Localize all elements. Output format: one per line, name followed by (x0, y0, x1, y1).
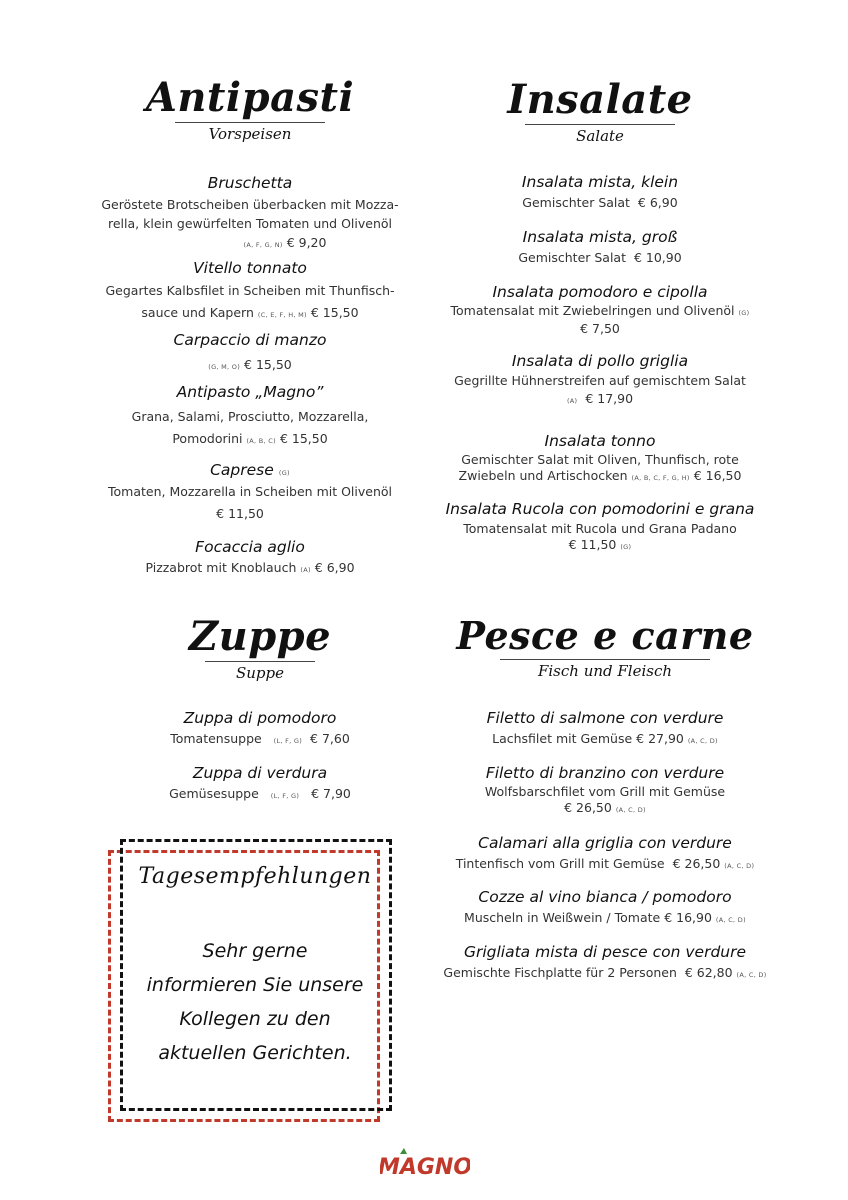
svg-text:MAGNO: MAGNO (380, 1155, 470, 1180)
dish-insalata-mista-gross: Insalata mista, groß Gemischter Salat € 10,90 (420, 228, 780, 267)
zuppe-list (130, 0, 390, 820)
dish-name: Insalata mista, klein (521, 173, 679, 191)
dish-description: Tomaten, Mozzarella in Scheiben mit Olivenöl € 11,50 (80, 481, 420, 525)
dish-description: Grana, Salami, Prosciutto, Mozzarella, Pomodorini (A, B, C) € 15,50 (131, 409, 369, 446)
allergens: (A, C, D) (687, 737, 718, 745)
magno-logo-mark (380, 1146, 470, 1180)
dish-zuppa-verdura: Zuppa di verdura Gemüsesuppe (L, F, G) € 7,90 (130, 764, 390, 806)
dish-description: Geröstete Brotscheiben überbacken mit Mozza- rella, klein gewürfelten Tomaten und Olivenöl (A, F, G, N) € 9,20 (101, 197, 399, 250)
price: € 7,90 (311, 786, 351, 801)
price: € 10,90 (633, 250, 682, 265)
allergens: (G) (738, 309, 750, 317)
specials-text: Sehr gerne informieren Sie unsere Kollegen zu den aktuellen Gerichten. (146, 940, 364, 1064)
dish-name: Insalata Rucola con pomodorini e grana (445, 500, 755, 518)
dish-grigliata-mista: Grigliata mista di pesce con verdure Gemischte Fischplatte für 2 Personen € 62,80 (A, C, D) (420, 943, 790, 985)
dish-filetto-salmone: Filetto di salmone con verdure Lachsfilet mit Gemüse € 27,90 (A, C, D) (420, 709, 790, 751)
price: € 15,50 (310, 305, 359, 320)
dish-insalata-pollo: Insalata di pollo griglia Gegrillte Hühnerstreifen auf gemischtem Salat (A) € 17,90 (420, 352, 780, 410)
dish-name: Insalata di pollo griglia (511, 352, 689, 370)
allergens: (A) (300, 566, 311, 574)
magno-logo (380, 1146, 470, 1180)
dish-name: Grigliata mista di pesce con verdure (463, 943, 747, 961)
price: € 16,90 (664, 910, 712, 925)
allergens: (A, F, G, N) (243, 241, 283, 249)
allergens: (A) (566, 397, 578, 405)
price: € 11,50 (216, 506, 264, 521)
price: € 16,50 (693, 468, 742, 483)
antipasti-subtitle: Vorspeisen (208, 125, 292, 143)
dish-name: Calamari alla griglia con verdure (478, 834, 732, 852)
specials-title: Tagesempfehlungen (138, 864, 372, 889)
allergens: (A, B, C) (246, 437, 276, 445)
allergens: (G) (620, 543, 632, 551)
allergens: (L, F, G) (270, 792, 300, 800)
allergens: (A, B, C, F, G, H) (631, 474, 690, 482)
allergens: (C, E, F, H, M) (257, 311, 307, 319)
price: € 26,50 (672, 856, 721, 871)
dish-name: Filetto di salmone con verdure (486, 709, 724, 727)
antipasti-title: Antipasti (145, 74, 355, 121)
dish-name: Zuppa di verdura (192, 764, 328, 782)
dish-name: Vitello tonnato (193, 259, 307, 277)
pesce-list (420, 0, 790, 1000)
dish-name: Insalata mista, groß (522, 228, 678, 246)
dish-name: Zuppa di pomodoro (183, 709, 337, 727)
insalate-title: Insalate (507, 76, 693, 123)
price: € 9,20 (286, 235, 327, 250)
dish-insalata-rucola: Insalata Rucola con pomodorini e grana Tomatensalat mit Rucola und Grana Padano € 11,50 (G) (420, 500, 780, 555)
price: € 62,80 (684, 965, 733, 980)
pesce-title: Pesce e carne (456, 613, 754, 658)
price: € 15,50 (244, 357, 292, 372)
dish-name: Filetto di branzino con verdure (485, 764, 725, 782)
dish-name: Antipasto „Magno” (176, 383, 324, 401)
price: € 26,50 (564, 800, 612, 815)
price: € 11,50 (568, 537, 617, 552)
dish-filetto-branzino: Filetto di branzino con verdure Wolfsbarschfilet vom Grill mit Gemüse € 26,50 (A, C, D) (420, 764, 790, 818)
dish-name: Insalata pomodoro e cipolla (492, 283, 708, 301)
dish-name: Caprese (210, 461, 274, 479)
dish-insalata-mista-klein: Insalata mista, klein Gemischter Salat € 6,90 (420, 173, 780, 212)
price: € 7,50 (580, 321, 620, 336)
dish-insalata-pomodoro: Insalata pomodoro e cipolla Tomatensalat mit Zwiebelringen und Olivenöl (G) € 7,50 (420, 283, 780, 337)
price: € 17,90 (585, 391, 634, 406)
dish-calamari: Calamari alla griglia con verdure Tintenfisch vom Grill mit Gemüse € 26,50 (A, C, D) (420, 834, 790, 876)
dish-description: Gegartes Kalbsfilet in Scheiben mit Thunfisch- sauce und Kapern (C, E, F, H, M) € 15,50 (105, 283, 395, 320)
allergens: (A, C, D) (736, 971, 767, 979)
price: € 7,60 (310, 731, 350, 746)
dish-name: Cozze al vino bianca / pomodoro (478, 888, 732, 906)
insalate-subtitle: Salate (576, 127, 624, 145)
dish-focaccia-aglio: Focaccia aglio Pizzabrot mit Knoblauch (A) € 6,90 (80, 538, 420, 580)
price: € 27,90 (636, 731, 684, 746)
dish-name: Insalata tonno (544, 432, 656, 450)
price: € 6,90 (314, 560, 355, 575)
zuppe-title: Zuppe (188, 613, 332, 660)
pesce-subtitle: Fisch und Fleisch (537, 662, 673, 680)
allergens: (A, C, D) (724, 862, 755, 870)
allergens: (A, C, D) (615, 806, 646, 814)
dish-name: Carpaccio di manzo (173, 331, 327, 349)
dish-insalata-tonno: Insalata tonno Gemischter Salat mit Oliven, Thunfisch, rote Zwiebeln und Artischocken (A, B, C, F, G, H) € 16,50 (420, 432, 780, 486)
price: € 15,50 (279, 431, 328, 446)
dish-name: Bruschetta (207, 174, 293, 192)
dish-zuppa-pomodoro: Zuppa di pomodoro Tomatensuppe (L, F, G) € 7,60 (130, 709, 390, 751)
price: € 6,90 (637, 195, 678, 210)
allergens: (L, F, G) (273, 737, 303, 745)
dish-cozze: Cozze al vino bianca / pomodoro Muscheln in Weißwein / Tomate € 16,90 (A, C, D) (420, 888, 790, 930)
allergens: (A, C, D) (715, 916, 746, 924)
dish-name: Focaccia aglio (195, 538, 305, 556)
allergens: (G) (278, 469, 290, 477)
allergens: (G, M, O) (208, 363, 241, 371)
zuppe-subtitle: Suppe (235, 664, 285, 682)
